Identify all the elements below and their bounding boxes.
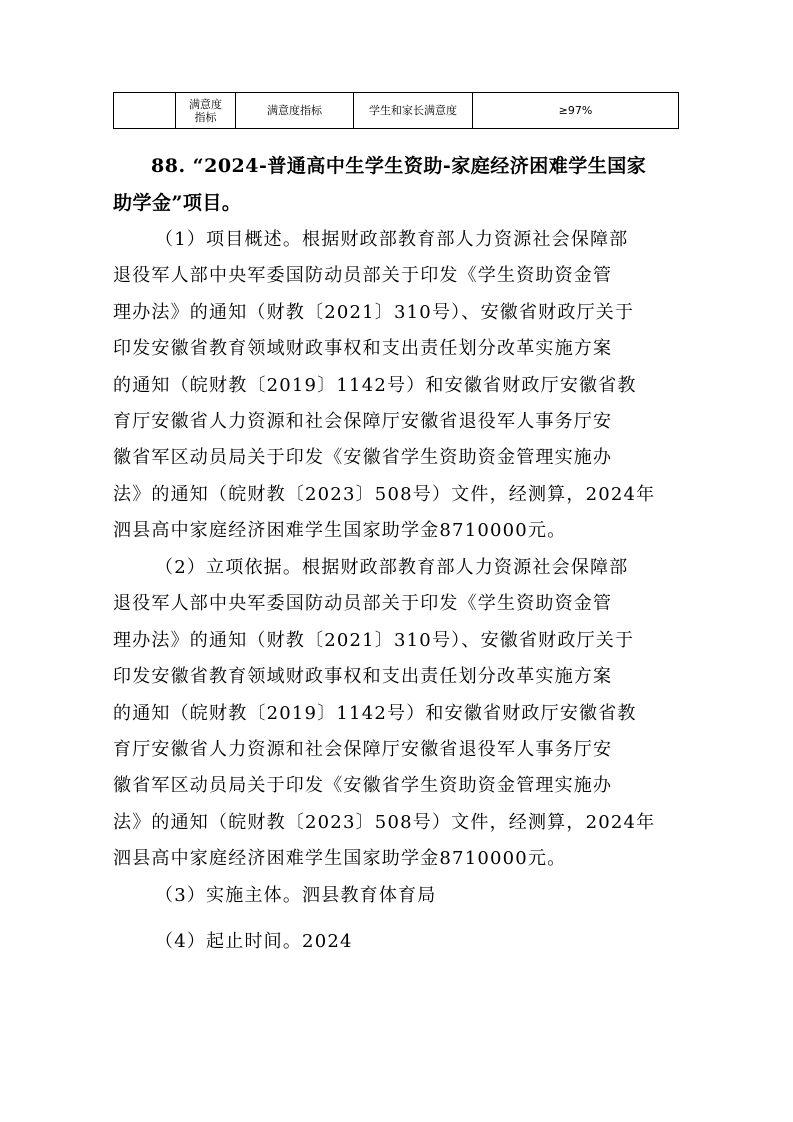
table-row (114, 93, 679, 129)
paragraph-line: （1）项目概述。根据财政部教育部人力资源社会保障部 (155, 229, 629, 250)
table-cell-empty (114, 93, 176, 129)
paragraph-line: 徽省军区动员局关于印发《安徽省学生资助资金管理实施办 (113, 775, 613, 797)
table-cell-indicator-type: 满意度指标 (236, 93, 354, 129)
heading-line-2: 助学金”项目。 (113, 192, 242, 214)
section-time-period (113, 924, 681, 960)
paragraph-line: 法》的通知（皖财教〔2023〕508号）文件，经测算，2024年 (113, 483, 656, 505)
project-heading (113, 148, 681, 222)
category-line-2: 指标 (194, 110, 217, 124)
paragraph-line: 退役军人部中央军委国防动员部关于印发《学生资助资金管 (113, 593, 613, 615)
section-implementing-entity (113, 878, 681, 914)
paragraph-line: 理办法》的通知（财教〔2021〕310号）、安徽省财政厅关于 (113, 629, 635, 651)
section-project-basis (113, 550, 681, 878)
paragraph-line: 泗县高中家庭经济困难学生国家助学金8710000元。 (113, 848, 567, 870)
table-cell-indicator-name: 学生和家长满意度 (354, 93, 473, 129)
paragraph-line: 理办法》的通知（财教〔2021〕310号）、安徽省财政厅关于 (113, 301, 635, 323)
paragraph-line: 育厅安徽省人力资源和社会保障厅安徽省退役军人事务厅安 (113, 411, 613, 433)
paragraph-line: 退役军人部中央军委国防动员部关于印发《学生资助资金管 (113, 265, 613, 287)
table-cell-target-value: ≥97% (473, 93, 679, 129)
paragraph-line: 印发安徽省教育领域财政事权和支出责任划分改革实施方案 (113, 666, 613, 688)
section-project-overview (113, 222, 681, 550)
kpi-table-fragment (113, 92, 679, 129)
paragraph-line: （2）立项依据。根据财政部教育部人力资源社会保障部 (155, 557, 629, 578)
paragraph-line: 印发安徽省教育领域财政事权和支出责任划分改革实施方案 (113, 338, 613, 360)
paragraph-line: 的通知（皖财教〔2019〕1142号）和安徽省财政厅安徽省教 (113, 702, 637, 724)
paragraph-line: 法》的通知（皖财教〔2023〕508号）文件，经测算，2024年 (113, 811, 656, 833)
paragraph-line: 徽省军区动员局关于印发《安徽省学生资助资金管理实施办 (113, 447, 613, 469)
paragraph-line: 育厅安徽省人力资源和社会保障厅安徽省退役军人事务厅安 (113, 739, 613, 761)
paragraph-line: （4）起止时间。2024 (155, 931, 353, 952)
category-line-1: 满意度 (189, 97, 222, 111)
paragraph-line: 泗县高中家庭经济困难学生国家助学金8710000元。 (113, 520, 567, 542)
paragraph-line: （3）实施主体。泗县教育体育局 (155, 885, 437, 906)
paragraph-line: 的通知（皖财教〔2019〕1142号）和安徽省财政厅安徽省教 (113, 374, 637, 396)
table-cell-category (176, 93, 236, 129)
heading-line-1: 88. “2024-普通高中生学生资助-家庭经济困难学生国家 (151, 155, 647, 177)
